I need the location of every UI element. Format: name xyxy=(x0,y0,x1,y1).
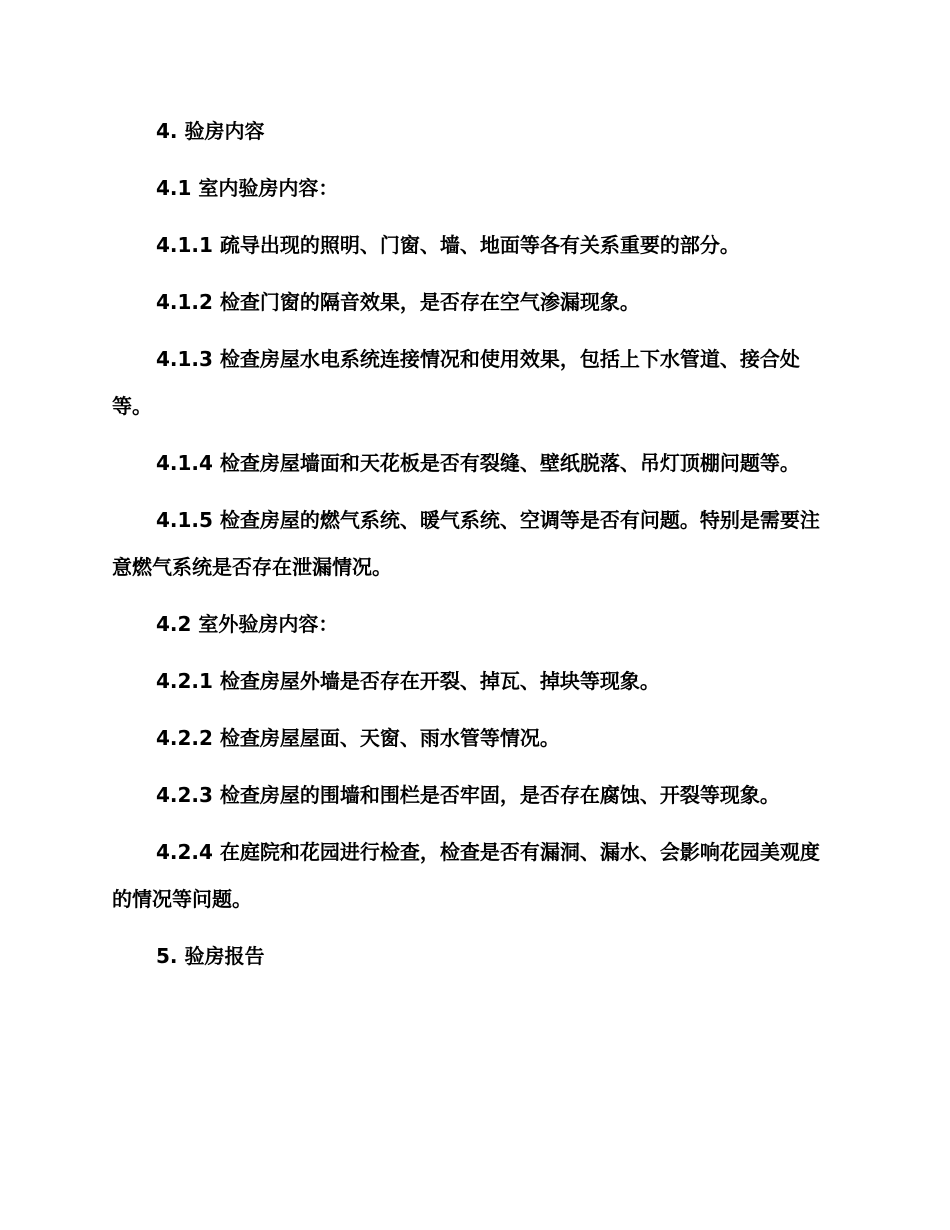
item-4-1-1: 4.1.1 疏导出现的照明、门窗、墙、地面等各有关系重要的部分。 xyxy=(156,233,740,257)
item-4-2-3: 4.2.3 检查房屋的围墙和围栏是否牢固，是否存在腐蚀、开裂等现象。 xyxy=(156,783,780,807)
heading-section-5: 5. 验房报告 xyxy=(156,944,265,968)
subheading-indoor-inspection: 4.1 室内验房内容： xyxy=(156,176,339,200)
document-body xyxy=(112,108,822,990)
heading-section-4: 4. 验房内容 xyxy=(156,119,265,143)
item-4-1-4: 4.1.4 检查房屋墙面和天花板是否有裂缝、壁纸脱落、吊灯顶棚问题等。 xyxy=(156,451,800,475)
item-4-1-5: 4.1.5 检查房屋的燃气系统、暖气系统、空调等是否有问题。特别是需要注意燃气系统是否存在泄漏情况。 xyxy=(112,508,820,579)
subheading-outdoor-inspection: 4.2 室外验房内容： xyxy=(156,612,339,636)
item-4-2-2: 4.2.2 检查房屋屋面、天窗、雨水管等情况。 xyxy=(156,726,560,750)
item-4-1-2: 4.1.2 检查门窗的隔音效果，是否存在空气渗漏现象。 xyxy=(156,290,640,314)
item-4-1-3: 4.1.3 检查房屋水电系统连接情况和使用效果，包括上下水管道、接合处等。 xyxy=(112,347,800,418)
item-4-2-1: 4.2.1 检查房屋外墙是否存在开裂、掉瓦、掉块等现象。 xyxy=(156,669,660,693)
item-4-2-4: 4.2.4 在庭院和花园进行检查，检查是否有漏洞、漏水、会影响花园美观度的情况等问题。 xyxy=(112,840,820,911)
